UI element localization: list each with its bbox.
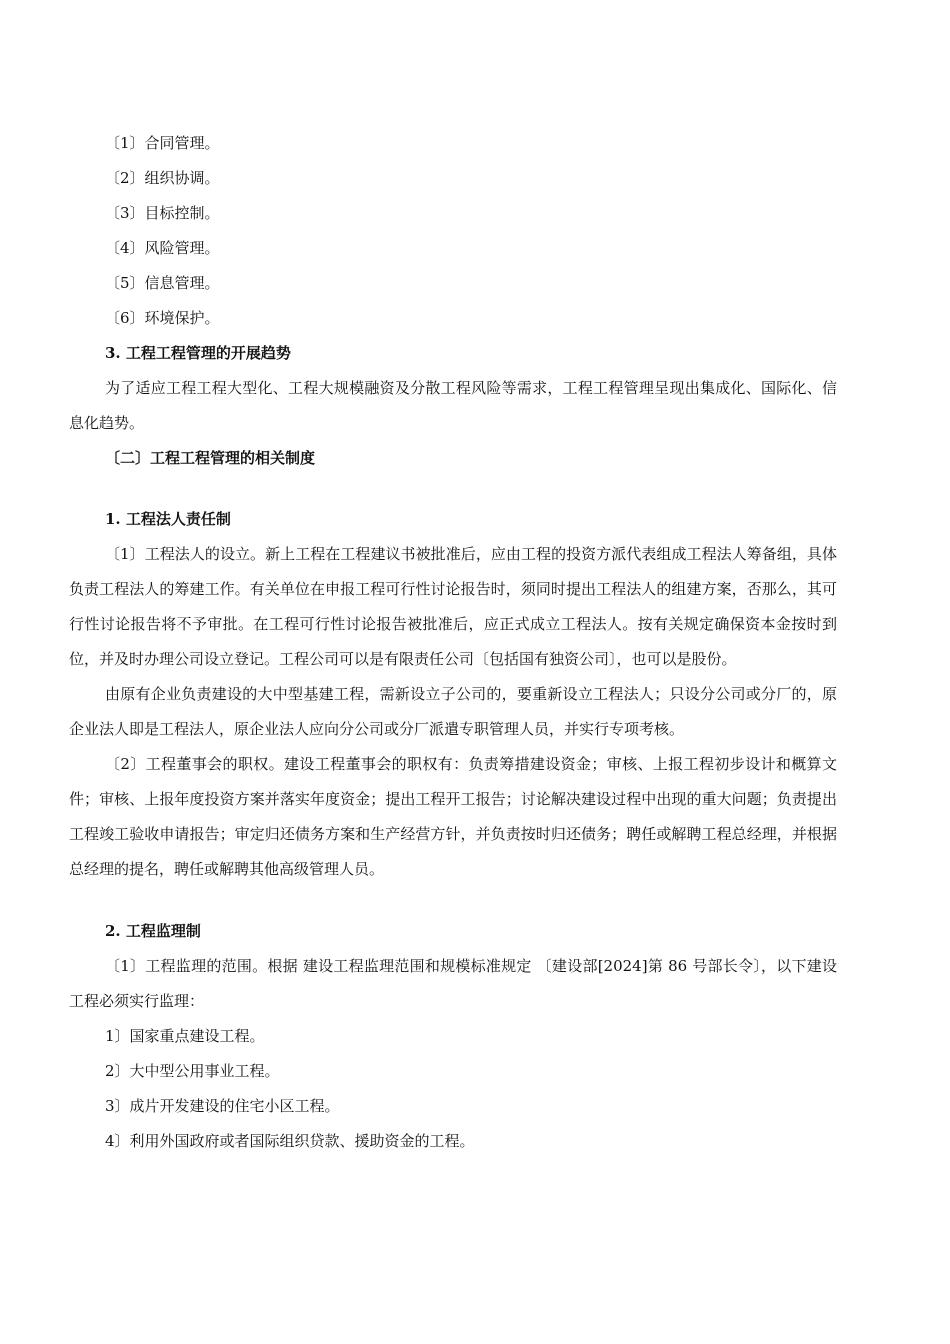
paragraph: 为了适应工程工程大型化、工程大规模融资及分散工程风险等需求，工程工程管理呈现出集成化、国际化、信息化趋势。 — [69, 379, 837, 432]
list-item: 〔2〕组织协调。 — [105, 169, 220, 187]
paragraph: 〔1〕工程监理的范围。根据 建设工程监理范围和规模标准规定 〔建设部[2024]第 86 号部长令〕，以下建设工程必须实行监理： — [69, 957, 837, 1010]
list-item: 〔3〕目标控制。 — [105, 204, 220, 222]
list-item: 〔1〕合同管理。 — [105, 134, 220, 152]
list-item: 〔4〕风险管理。 — [105, 239, 220, 257]
section-heading: 3. 工程工程管理的开展趋势 — [105, 344, 291, 362]
list-item: 1〕国家重点建设工程。 — [105, 1027, 265, 1045]
paragraph: 〔2〕工程董事会的职权。建设工程董事会的职权有：负责筹措建设资金；审核、上报工程初步设计和概算文件；审核、上报年度投资方案并落实年度资金；提出工程开工报告；讨论解决建设过程中出现的重大问题；负责提出工程竣工验收申请报告；审定归还债务方案和生产经营方针，并负责按时归还债务；聘任或解聘工程总经理，并根据总经理的提名，聘任或解聘其他高级管理人员。 — [69, 755, 837, 878]
paragraph: 〔1〕工程法人的设立。新上工程在工程建议书被批准后，应由工程的投资方派代表组成工程法人筹备组，具体负责工程法人的筹建工作。有关单位在申报工程可行性讨论报告时，须同时提出工程法人的组建方案，否那么，其可行性讨论报告将不予审批。在工程可行性讨论报告被批准后，应正式成立工程法人。按有关规定确保资本金按时到位，并及时办理公司设立登记。工程公司可以是有限责任公司〔包括国有独资公司〕，也可以是股份。 — [69, 545, 837, 668]
spacer — [69, 887, 837, 914]
list-item: 2〕大中型公用事业工程。 — [105, 1062, 280, 1080]
paragraph: 由原有企业负责建设的大中型基建工程，需新设立子公司的，要重新设立工程法人；只设分公司或分厂的，原企业法人即是工程法人，原企业法人应向分公司或分厂派遣专职管理人员，并实行专项考核。 — [69, 685, 837, 738]
spacer — [69, 476, 837, 502]
list-item: 〔5〕信息管理。 — [105, 274, 220, 292]
section-heading: 〔二〕工程工程管理的相关制度 — [105, 449, 316, 467]
list-item: 3〕成片开发建设的住宅小区工程。 — [105, 1097, 340, 1115]
document-body — [69, 126, 837, 1159]
list-item: 4〕利用外国政府或者国际组织贷款、援助资金的工程。 — [105, 1132, 475, 1150]
list-item: 〔6〕环境保护。 — [105, 309, 220, 327]
subsection-heading: 2. 工程监理制 — [105, 922, 201, 940]
subsection-heading: 1. 工程法人责任制 — [105, 510, 231, 528]
